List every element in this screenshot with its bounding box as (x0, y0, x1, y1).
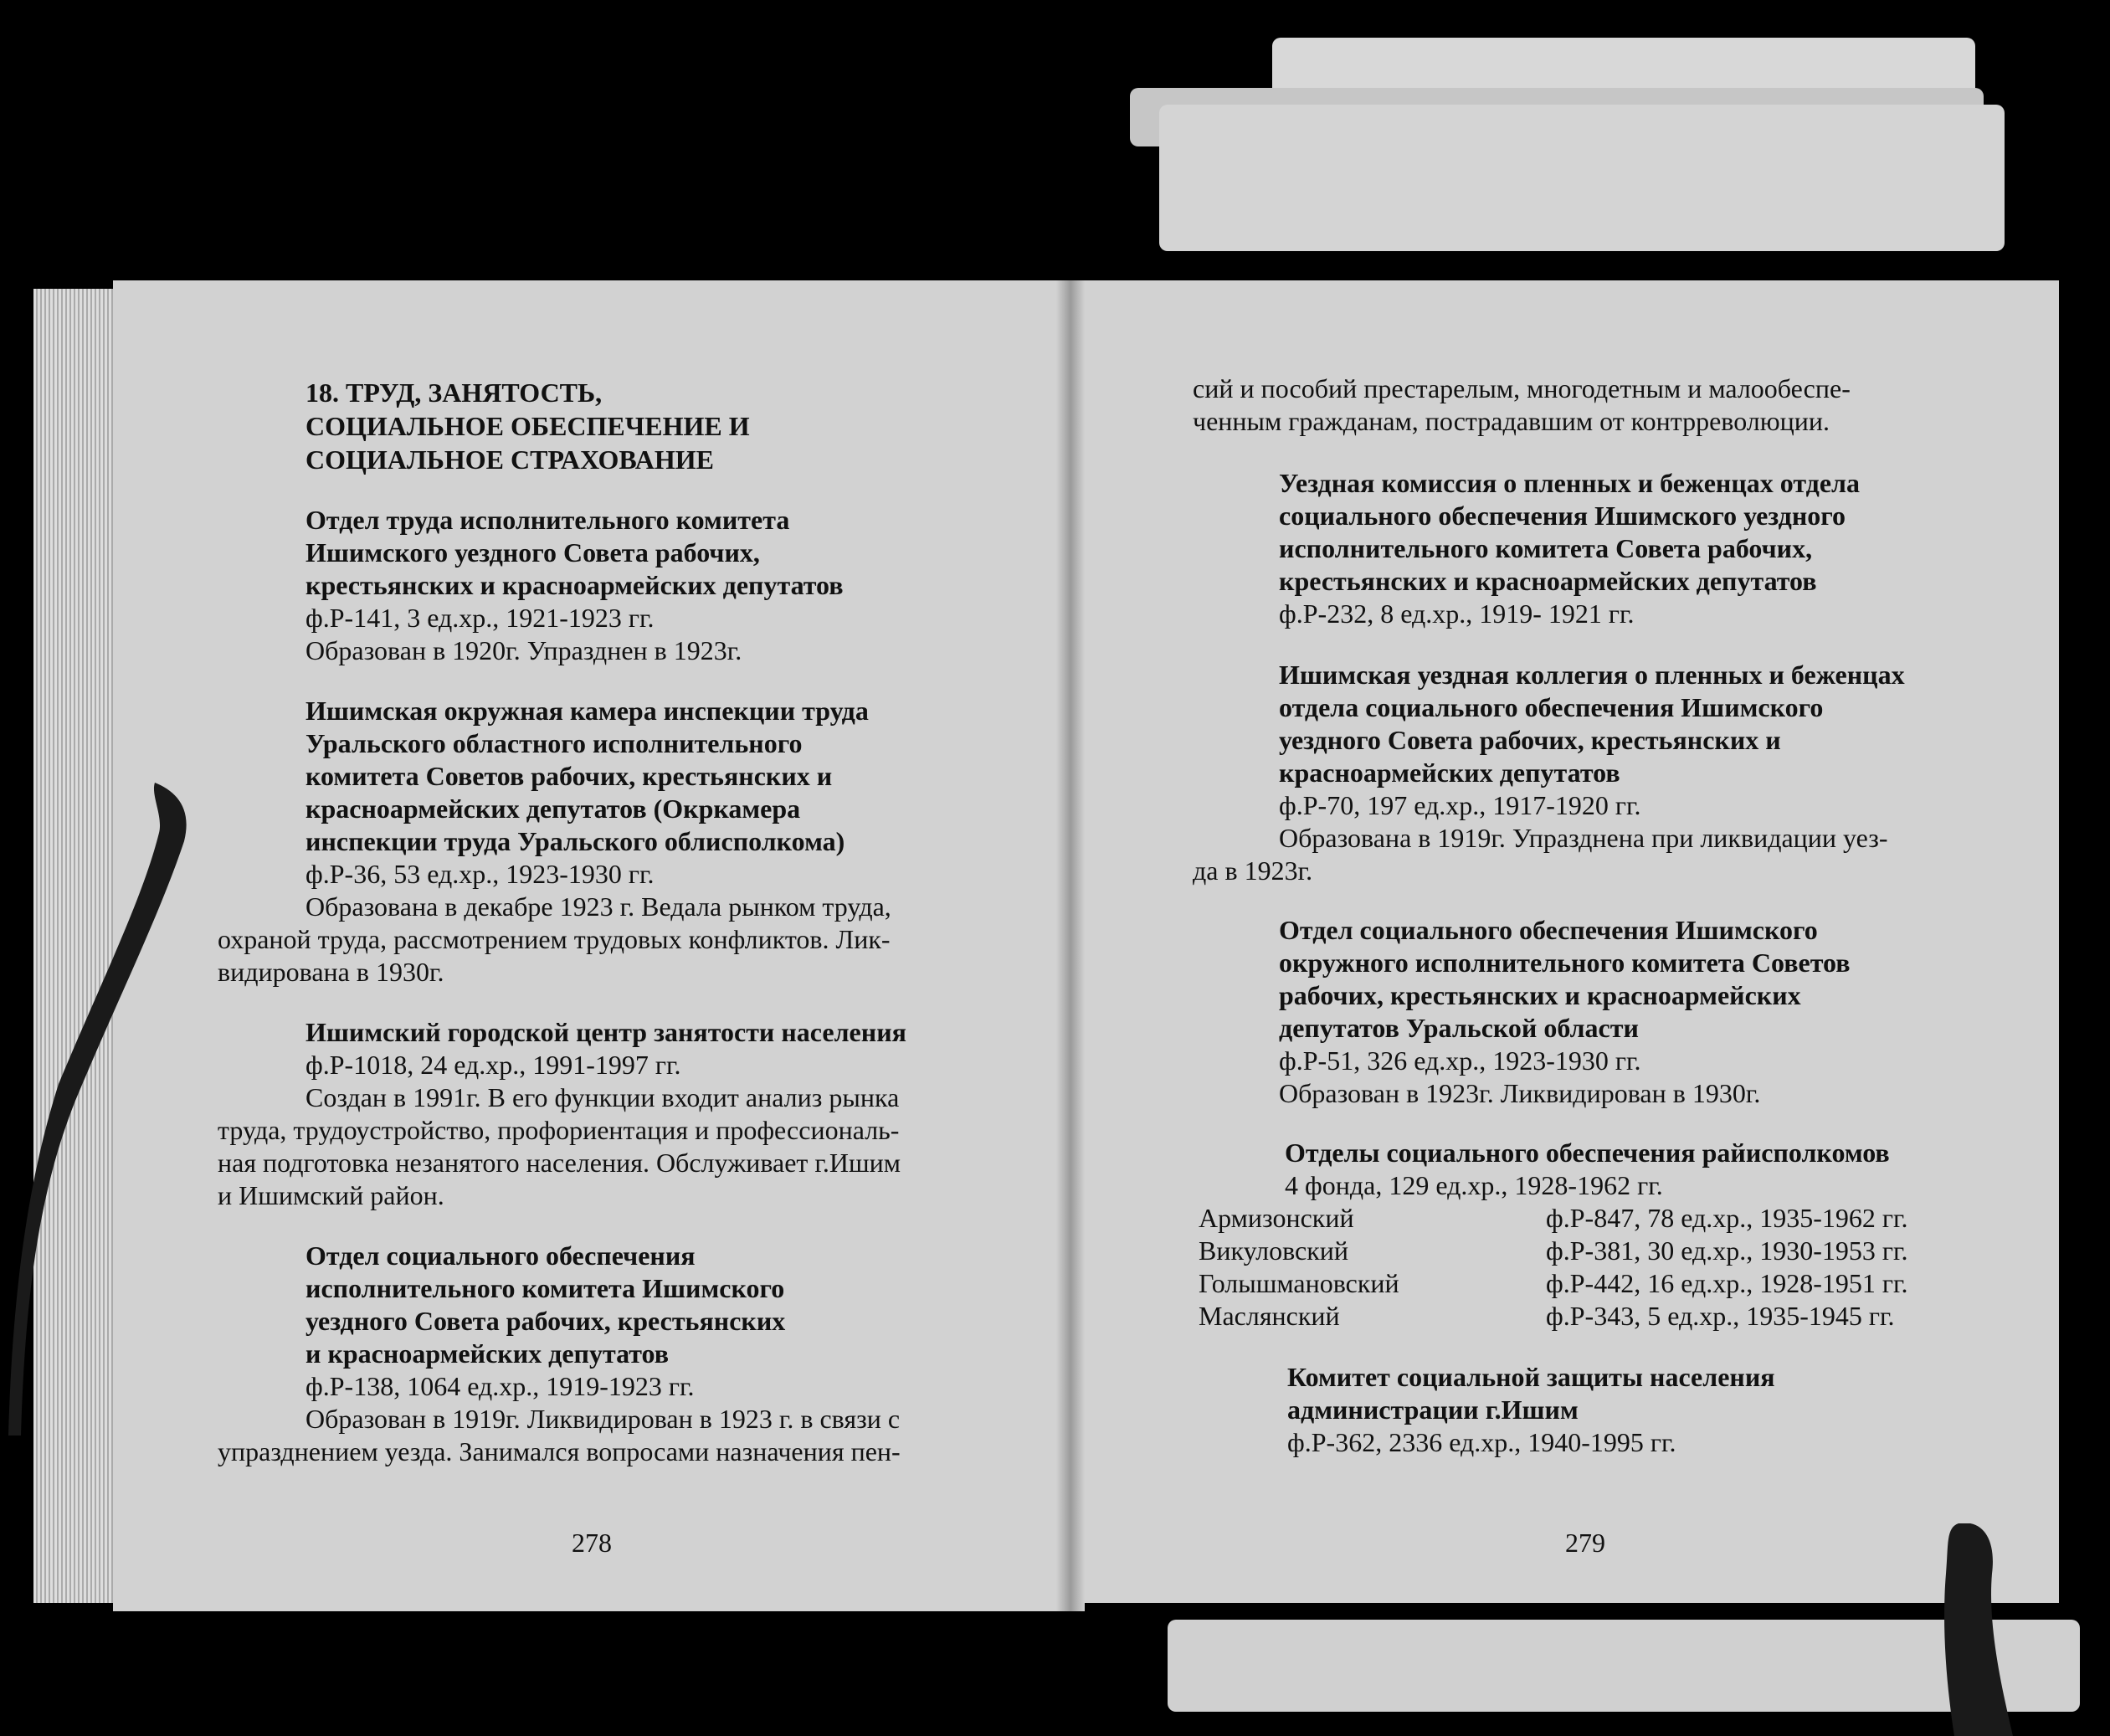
entry-note: Образован в 1923г. Ликвидирован в 1930г. (1279, 1078, 1761, 1108)
entry-note: Образован в 1919г. Ликвидирован в 1923 г. в связи с (305, 1404, 901, 1434)
bookmark-ribbon-left (8, 783, 201, 1436)
section-heading-line-3: СОЦИАЛЬНОЕ СТРАХОВАНИЕ (305, 444, 714, 475)
entry-title: крестьянских и красноармейских депутатов (305, 570, 844, 600)
entry-ref: ф.Р-141, 3 ед.хр., 1921-1923 гг. (305, 603, 655, 633)
entry-title: Отдел социального обеспечения (305, 1240, 696, 1271)
entry-title: исполнительного комитета Совета рабочих, (1279, 533, 1813, 563)
entry-ref: ф.Р-138, 1064 ед.хр., 1919-1923 гг. (305, 1371, 695, 1401)
page-number-right: 279 (1565, 1528, 1605, 1558)
book-stack-top-front (1159, 105, 2005, 251)
entry-note: труда, трудоустройство, профориентация и профессиональ- (218, 1115, 900, 1145)
entry-title: комитета Советов рабочих, крестьянских и (305, 761, 833, 791)
district-ref: ф.Р-343, 5 ед.хр., 1935-1945 гг. (1546, 1301, 1895, 1331)
entry-title: Отдел социального обеспечения Ишимского (1279, 915, 1818, 945)
bookmark-ribbon-right (1933, 1523, 2025, 1736)
entry-ref: ф.Р-36, 53 ед.хр., 1923-1930 гг. (305, 859, 655, 889)
entry-title: и красноармейских депутатов (305, 1338, 670, 1369)
section-heading-line-2: СОЦИАЛЬНОЕ ОБЕСПЕЧЕНИЕ И (305, 411, 750, 441)
continuation-text: ченным гражданам, пострадавшим от контрреволюции. (1193, 406, 1830, 436)
entry-title: Уездная комиссия о пленных и беженцах отдела (1279, 468, 1860, 498)
entry-title: окружного исполнительного комитета Советов (1279, 948, 1851, 978)
entry-note: охраной труда, рассмотрением трудовых конфликтов. Лик- (218, 924, 891, 954)
district-ref: ф.Р-442, 16 ед.хр., 1928-1951 гг. (1546, 1268, 1908, 1298)
district-name: Голышмановский (1199, 1268, 1399, 1298)
entry-title: Ишимская окружная камера инспекции труда (305, 696, 869, 726)
entry-title: Ишимский городской центр занятости населения (305, 1017, 906, 1047)
district-name: Армизонский (1199, 1203, 1354, 1233)
entry-note: ная подготовка незанятого населения. Обслуживает г.Ишим (218, 1148, 901, 1178)
book-spine (1056, 280, 1085, 1611)
entry-title: Уральского областного исполнительного (305, 728, 803, 758)
entry-title: администрации г.Ишим (1287, 1394, 1579, 1425)
district-ref: ф.Р-847, 78 ед.хр., 1935-1962 гг. (1546, 1203, 1908, 1233)
entry-ref: ф.Р-70, 197 ед.хр., 1917-1920 гг. (1279, 790, 1641, 820)
entry-ref: ф.Р-232, 8 ед.хр., 1919- 1921 гг. (1279, 598, 1635, 629)
entry-note: да в 1923г. (1193, 855, 1313, 886)
entry-note: и Ишимский район. (218, 1180, 444, 1210)
entry-title: крестьянских и красноармейских депутатов (1279, 566, 1817, 596)
entry-note: упразднением уезда. Занимался вопросами назначения пен- (218, 1436, 901, 1466)
entry-ref: ф.Р-362, 2336 ед.хр., 1940-1995 гг. (1287, 1427, 1676, 1457)
entry-title: красноармейских депутатов (1279, 758, 1620, 788)
entry-note: Создан в 1991г. В его функции входит анализ рынка (305, 1082, 900, 1112)
district-ref: ф.Р-381, 30 ед.хр., 1930-1953 гг. (1546, 1235, 1908, 1266)
entry-title: уездного Совета рабочих, крестьянских (305, 1306, 786, 1336)
entry-title: Ишимского уездного Совета рабочих, (305, 537, 760, 568)
page-number-left: 278 (572, 1528, 612, 1558)
entry-title: Отдел труда исполнительного комитета (305, 505, 790, 535)
section-heading-line-1: 18. ТРУД, ЗАНЯТОСТЬ, (305, 378, 603, 408)
entry-title: красноармейских депутатов (Окркамера (305, 794, 801, 824)
continuation-text: сий и пособий престарелым, многодетным и малообеспе- (1193, 373, 1851, 403)
district-name: Маслянский (1199, 1301, 1340, 1331)
entry-note: видирована в 1930г. (218, 957, 444, 987)
entry-note: Образована в декабре 1923 г. Ведала рынком труда, (305, 891, 891, 922)
entry-ref: 4 фонда, 129 ед.хр., 1928-1962 гг. (1285, 1170, 1663, 1200)
entry-title: депутатов Уральской области (1279, 1013, 1639, 1043)
entry-title: Отделы социального обеспечения райисполкомов (1285, 1138, 1890, 1168)
left-page (113, 280, 1071, 1611)
entry-title: социального обеспечения Ишимского уездного (1279, 501, 1846, 531)
entry-note: Образована в 1919г. Упразднена при ликвидации уез- (1279, 823, 1888, 853)
district-name: Викуловский (1199, 1235, 1349, 1266)
entry-note: Образован в 1920г. Упразднен в 1923г. (305, 635, 742, 665)
right-page (1071, 280, 2059, 1603)
entry-title: уездного Совета рабочих, крестьянских и (1279, 725, 1781, 755)
entry-title: Ишимская уездная коллегия о пленных и беженцах (1279, 660, 1905, 690)
entry-title: Комитет социальной защиты населения (1287, 1362, 1775, 1392)
entry-title: рабочих, крестьянских и красноармейских (1279, 980, 1801, 1010)
entry-title: отдела социального обеспечения Ишимского (1279, 692, 1824, 722)
entry-ref: ф.Р-1018, 24 ед.хр., 1991-1997 гг. (305, 1050, 681, 1080)
entry-title: инспекции труда Уральского облисполкома) (305, 826, 845, 856)
entry-ref: ф.Р-51, 326 ед.хр., 1923-1930 гг. (1279, 1045, 1641, 1076)
entry-title: исполнительного комитета Ишимского (305, 1273, 785, 1303)
